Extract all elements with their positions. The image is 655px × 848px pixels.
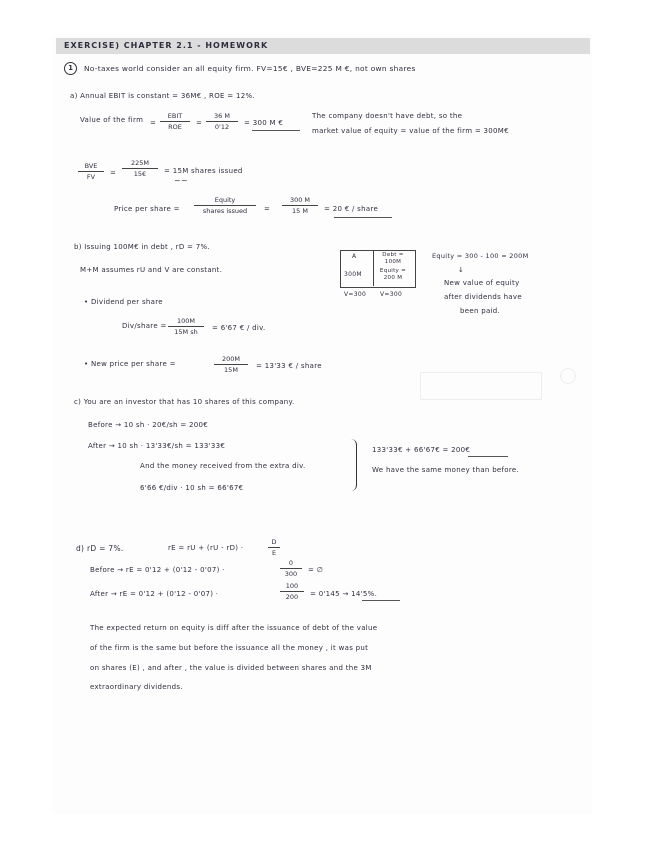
equals-sign: = <box>110 169 117 177</box>
frac-den: shares issued <box>202 207 248 215</box>
part-a-label: a) Annual EBIT is constant = 36M€ , ROE = 12%. <box>70 92 255 100</box>
div-per-share-label: Div/share = <box>122 322 167 330</box>
frac-den: FV <box>86 173 96 181</box>
bleed-through-circle <box>560 368 576 384</box>
value-right: V=300 <box>380 291 403 298</box>
frac-num: 100M <box>168 317 204 327</box>
before-result: = ∅ <box>308 566 324 574</box>
dividend-calculation: 6'66 €/div · 10 sh = 66'67€ <box>140 484 244 492</box>
result-underline <box>362 600 400 601</box>
new-price-fraction <box>214 355 248 374</box>
equals-sign: = <box>150 119 157 127</box>
equals-sign: = <box>264 205 271 213</box>
bleed-through-table <box>420 372 542 400</box>
new-value-line-1: New value of equity <box>444 279 520 287</box>
squiggle-mark: ~~ <box>174 176 189 185</box>
frac-num: 36 M <box>206 112 238 122</box>
mm-formula: rE = rU + (rU - rD) · <box>168 544 244 552</box>
frac-den: 0'12 <box>214 123 230 131</box>
frac-num: EBIT <box>160 112 190 122</box>
price-result: = 20 € / share <box>324 205 379 213</box>
paragraph-line-2: of the firm is the same but before the issuance all the money , it was put <box>90 644 369 652</box>
frac-den: 200 <box>285 593 299 601</box>
part-b-label: b) Issuing 100M€ in debt , rD = 7%. <box>74 243 210 251</box>
bve-over-fv <box>78 162 104 181</box>
equals-sign: = <box>196 119 203 127</box>
equity-over-shares <box>194 196 256 215</box>
page-title: EXERCISE) CHAPTER 2.1 - HOMEWORK <box>64 41 269 50</box>
sum-line: 133'33€ + 66'67€ = 200€ <box>372 446 471 454</box>
after-result: = 0'145 → 14'5%. <box>310 590 378 598</box>
money-line: And the money received from the extra div. <box>140 462 306 470</box>
paragraph-line-1: The expected return on equity is diff after the issuance of debt of the value <box>90 624 378 632</box>
frac-num: 200M <box>214 355 248 365</box>
box-asset-value: 300M <box>344 271 362 278</box>
note-line-1: The company doesn't have debt, so the <box>312 112 463 120</box>
frac-den: 15M sh <box>174 328 198 336</box>
firm-value-result: = 300 M € <box>244 119 284 127</box>
note-line-2: market value of equity = value of the firm = 300M€ <box>312 127 509 135</box>
after-formula: After → rE = 0'12 + (0'12 - 0'07) · <box>90 590 219 598</box>
arrow-down: ↓ <box>458 266 465 274</box>
before-fraction <box>280 559 302 578</box>
box-equity: Equity = 200 M <box>379 268 407 281</box>
frac-num: 300 M <box>282 196 318 206</box>
after-fraction <box>280 582 304 601</box>
frac-den: 15€ <box>133 170 147 178</box>
before-formula: Before → rE = 0'12 + (0'12 - 0'07) · <box>90 566 225 574</box>
shares-issued: = 15M shares issued <box>164 167 243 175</box>
shares-fraction <box>122 159 158 178</box>
dividend-label: • Dividend per share <box>84 298 163 306</box>
result-underline <box>252 130 300 131</box>
mm-assumption: M+M assumes rU and V are constant. <box>80 266 223 274</box>
frac-den: E <box>271 549 277 557</box>
frac-den: 15 M <box>292 207 308 215</box>
paragraph-line-3: on shares (E) , and after , the value is divided between shares and the 3M <box>90 664 372 672</box>
d-over-e <box>268 538 280 557</box>
part-c-label: c) You are an investor that has 10 shares of this company. <box>74 398 295 406</box>
frac-num: 225M <box>122 159 158 169</box>
part-d-label: d) rD = 7%. <box>76 544 124 553</box>
dividend-fraction <box>168 317 204 336</box>
frac-num: D <box>268 538 280 548</box>
intro-statement: No-taxes world consider an all equity firm. FV=15€ , BVE=225 M €, not own shares <box>84 64 416 73</box>
curly-brace <box>350 439 357 491</box>
frac-num: BVE <box>78 162 104 172</box>
value-fraction <box>206 112 238 131</box>
frac-den: ROE <box>168 123 182 131</box>
box-debt: Debt = 100M <box>382 252 404 265</box>
conclusion-line: We have the same money than before. <box>372 466 520 474</box>
box-divider <box>373 250 374 286</box>
sum-underline <box>468 456 508 457</box>
new-value-line-3: been paid. <box>460 307 501 315</box>
box-assets-label: A <box>352 253 357 260</box>
price-value-fraction <box>282 196 318 215</box>
dividend-result: = 6'67 € / div. <box>212 324 266 332</box>
value-of-firm-label: Value of the firm <box>80 116 144 124</box>
exercise-number: 1 <box>64 62 77 75</box>
equity-calculation: Equity = 300 - 100 = 200M <box>432 252 529 260</box>
new-value-line-2: after dividends have <box>444 293 522 301</box>
frac-num: Equity <box>194 196 256 206</box>
frac-num: 0 <box>280 559 302 569</box>
before-line: Before → 10 sh · 20€/sh = 200€ <box>88 421 209 429</box>
after-line: After → 10 sh · 13'33€/sh = 133'33€ <box>88 442 226 450</box>
frac-num: 100 <box>280 582 304 592</box>
frac-den: 300 <box>284 570 298 578</box>
ebit-over-roe <box>160 112 190 131</box>
price-underline <box>334 217 392 218</box>
price-label: Price per share = <box>114 205 180 213</box>
value-left: V=300 <box>344 291 367 298</box>
new-price-label: • New price per share = <box>84 360 176 368</box>
paragraph-line-4: extraordinary dividends. <box>90 683 183 691</box>
frac-den: 15M <box>224 366 238 374</box>
new-price-result: = 13'33 € / share <box>256 362 322 370</box>
